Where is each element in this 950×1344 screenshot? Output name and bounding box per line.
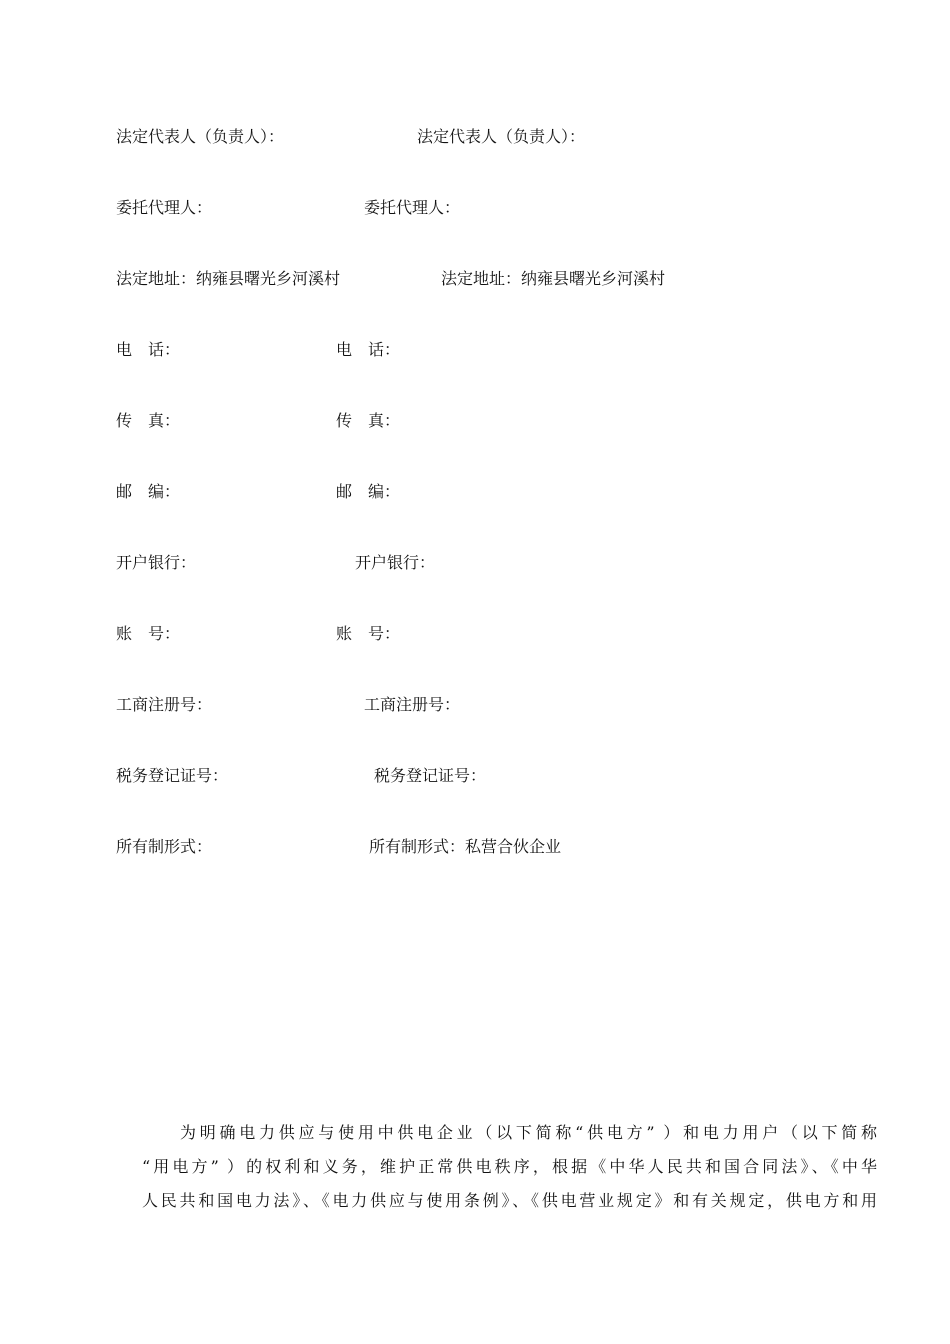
field-row-fax: [0, 409, 950, 433]
supplier-address-label: 法定地址：纳雍县曙光乡河溪村: [116, 269, 341, 288]
user-agent-label: 委托代理人：: [364, 198, 461, 217]
supplier-phone-label: 电 话：: [116, 340, 181, 359]
field-row-legal-representative: [0, 125, 950, 149]
user-phone-label: 电 话：: [336, 340, 401, 359]
user-bank-label: 开户银行：: [355, 553, 436, 572]
field-row-account: [0, 622, 950, 646]
contract-preamble-paragraph: [142, 1116, 877, 1218]
field-row-business-registration: [0, 693, 950, 717]
supplier-bank-label: 开户银行：: [116, 553, 197, 572]
user-tax-registration-label: 税务登记证号：: [374, 766, 487, 785]
user-business-registration-label: 工商注册号：: [364, 695, 461, 714]
supplier-agent-label: 委托代理人：: [116, 198, 213, 217]
user-ownership-form-label: 所有制形式：私营合伙企业: [369, 837, 562, 856]
user-postcode-label: 邮 编：: [336, 482, 401, 501]
user-fax-label: 传 真：: [336, 411, 401, 430]
supplier-business-registration-label: 工商注册号：: [116, 695, 213, 714]
supplier-account-label: 账 号：: [116, 624, 181, 643]
supplier-ownership-form-label: 所有制形式：: [116, 837, 213, 856]
paragraph-line: “用电方” ）的权利和义务，维护正常供电秩序，根据《中华人民共和国合同法》、《中华: [142, 1157, 877, 1176]
user-legal-representative-label: 法定代表人（负责人）：: [417, 127, 586, 146]
user-account-label: 账 号：: [336, 624, 401, 643]
supplier-fax-label: 传 真：: [116, 411, 181, 430]
field-row-phone: [0, 338, 950, 362]
paragraph-line: 为明确电力供应与使用中供电企业（以下简称“供电方” ）和电力用户（以下简称: [180, 1123, 877, 1142]
supplier-postcode-label: 邮 编：: [116, 482, 181, 501]
field-row-tax-registration: [0, 764, 950, 788]
user-address-label: 法定地址：纳雍县曙光乡河溪村: [441, 269, 666, 288]
supplier-tax-registration-label: 税务登记证号：: [116, 766, 229, 785]
paragraph-line: 人民共和国电力法》、《电力供应与使用条例》、《供电营业规定》和有关规定，供电方和用: [142, 1191, 877, 1210]
field-row-postcode: [0, 480, 950, 504]
field-row-ownership-form: [0, 835, 950, 859]
field-row-address: [0, 267, 950, 291]
field-row-bank: [0, 551, 950, 575]
field-row-agent: [0, 196, 950, 220]
supplier-legal-representative-label: 法定代表人（负责人）：: [116, 127, 285, 146]
